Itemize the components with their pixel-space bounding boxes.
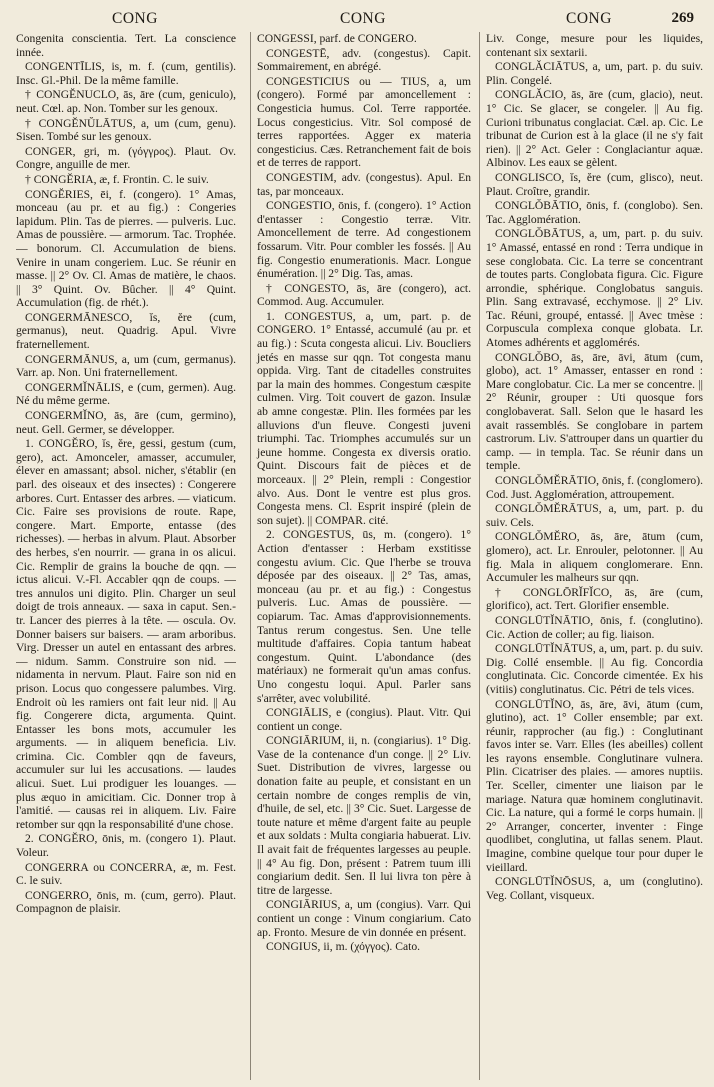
dictionary-entry: CONGLŎMĔRO, ās, āre, ātum (cum, glomero), act. Lr. Enrouler, pelotonner. || Au fig. Mala in aliquem conglomerare. Enn. Accumuler les malheurs sur qqn. xyxy=(486,530,703,585)
dictionary-entry: CONGIĀRIUS, a, um (congius). Varr. Qui contient un conge : Vinum congiarium. Cato ap. Fronto. Mesure de vin donnée en présent. xyxy=(257,898,471,939)
dictionary-entry: 1. CONGESTUS, a, um, part. p. de CONGERO. 1° Entassé, accumulé (au pr. et au fig.) : Scuta congesta alicui. Liv. Boucliers jetés en masse sur qqn. Tot congesta manu oppida. Virg. Tant de citadelles construites par la main des hommes. Congestum cæspite culmen. Virg. Toit couvert de gazon. Insulæ ab amne congestæ. Plin. Iles formées par les alluvions d'un fleuve. Congesti juveni triumphi. Tac. Triomphes accumulés sur un jeune homme. Congesta ex diversis oratio. Quint. Discours fait de pièces et de morceaux. || 2° Plein, rempli : Congestior alvo. Aus. Dont le ventre est plus gros. Congesta mens. Cl. Esprit inspiré (plein de son sujet). || COMPAR. cité. xyxy=(257,309,471,527)
dictionary-entry: CONGĔRIES, ēi, f. (congero). 1° Amas, monceau (au pr. et au fig.) : Congeries lapidum. Plin. Tas de pierres. — pulveris. Luc. Amas de poussière. — armorum. Tac. Trophée. — bonorum. Cl. Accumulation de biens. Venire in unam congeriem. Luc. Se réunir en masse. || 2° Ov. Cl. Amas de matière, le chaos. || 3° Quint. Ov. Bûcher. || 4° Quint. Accumulation (fig. de rhét.). xyxy=(16,187,236,310)
dictionary-entry: CONGENTĪLIS, is, m. f. (cum, gentilis). Insc. Gl.-Phil. De la même famille. xyxy=(16,60,236,87)
dictionary-entry: CONGLŎBĀTIO, ōnis, f. (conglobo). Sen. Tac. Agglomération. xyxy=(486,199,703,226)
center-running-head: CONG xyxy=(340,10,386,27)
left-running-head: CONG xyxy=(112,10,158,27)
dictionary-entry: CONGLĂCIO, ās, āre (cum, glacio), neut. 1° Cic. Se glacer, se congeler. || Au fig. Curioni tribunatus conglaciat. Cæl. ap. Cic. Le tribunat de Curion est à la glace (il ne s'y fait rien). || 2° Act. Geler : Conglaciantur aquæ. Albinov. Les eaux se gèlent. xyxy=(486,88,703,170)
dictionary-entry: CONGERMĀNESCO, ĭs, ĕre (cum, germanus), neut. Quadrig. Apul. Vivre fraternellement. xyxy=(16,310,236,352)
dictionary-entry: CONGLŪTĬNĀTIO, ōnis, f. (conglutino). Cic. Action de coller; au fig. liaison. xyxy=(486,613,703,641)
dictionary-entry: CONGESSI, parf. de CONGERO. xyxy=(257,32,417,45)
dictionary-entry: CONGLŎMĔRĀTUS, a, um, part. p. du suiv. Cels. xyxy=(486,502,703,529)
dictionary-entry: Congenita conscientia. Tert. La conscience innée. xyxy=(16,32,236,59)
dictionary-entry: † CONGESTO, ās, āre (congero), act. Commod. Aug. Accumuler. xyxy=(257,281,471,309)
dictionary-entry: CONGLISCO, ĭs, ĕre (cum, glisco), neut. Plaut. Croître, grandir. xyxy=(486,170,703,198)
dictionary-entry: † CONGLŌRĬFĬCO, ās, āre (cum, glorifico), act. Tert. Glorifier ensemble. xyxy=(486,585,703,613)
dictionary-entry: 2. CONGĔRO, ōnis, m. (congero 1). Plaut. Voleur. xyxy=(16,832,236,860)
dictionary-entry: Liv. Conge, mesure pour les liquides, contenant six sextarii. xyxy=(486,32,703,59)
dictionary-entry: CONGESTĒ, adv. (congestus). Capit. Sommairement, en abrégé. xyxy=(257,46,471,74)
dictionary-entry: † CONGĔNŬLĀTUS, a, um (cum, genu). Sisen. Tombé sur les genoux. xyxy=(16,116,236,144)
column-left xyxy=(16,32,236,1080)
dictionary-entry: CONGERMĀNUS, a, um (cum, germanus). Varr. ap. Non. Uni fraternellement. xyxy=(16,352,236,380)
dictionary-entry: 1. CONGĔRO, ĭs, ĕre, gessi, gestum (cum, gero), act. Amonceler, amasser, accumuler, élever en amassant; absol. nicher, s'établir (en parl. des oiseaux et des insectes) : Congerere arbores. Curt. Entasser des arbres. — viaticum. Cic. Faire ses provisions de route. Rape, congere. Mart. Emporte, entasse (des richesses). — herbas in alvum. Plaut. Absorber des herbes, s'en nourrir. — grana in os alicui. Cic. Remplir de grains la bouche de qqn. — ictus alicui. V.-Fl. Accabler qqn de coups. — tres annulos uni digito. Plin. Charger un seul doigt de trois anneaux. — saxa in caput. Sen.-tr. Lancer des pierres à la tête. — oscula. Ov. Donner baisers sur baisers. — aram arboribus. Virg. Dresser un autel en entassant des arbres. — nidum. Samm. Construire son nid. — nidamenta in nervum. Plaut. Faire son nid en prison. Locus quo congessere palumbes. Virg. Endroit où les ramiers ont fait leur nid. || Au fig. Congerere dicta, argumenta. Quint. Entasser les bons mots, accumuler les arguments. — in aliquem beneficia. Liv. crimina. Cic. Combler qqn de faveurs, accumuler sur lui les accusations. — laudes alicui. Suet. Lui prodiguer les louanges. — plus æquo in amicitiam. Cic. Donner trop à l'amitié. — causas rei in aliquem. Liv. Faire retomber sur qqn la responsabilité d'une chose. xyxy=(16,437,236,831)
dictionary-entry: CONGESTIO, ōnis, f. (congero). 1° Action d'entasser : Congestio terræ. Vitr. Amoncellement de terre. Ad congestionem fossarum. Vitr. Pour combler les fossés. || Au fig. Congestio enumerationis. Macr. Longue énumération. || 2° Dig. Tas, amas. xyxy=(257,199,471,281)
dictionary-entry: CONGER, gri, m. (γόγγρος). Plaut. Ov. Congre, anguille de mer. xyxy=(16,144,236,172)
column-middle xyxy=(250,32,471,1080)
dictionary-entry: CONGIĀRIUM, ii, n. (congiarius). 1° Dig. Vase de la contenance d'un conge. || 2° Liv. Suet. Distribution de vivres, largesse ou donation faite au peuple, et consistant en un certain nombre de conges remplis de vin, d'huile, de sel, etc. || 3° Cic. Suet. Largesse de toute nature et même d'argent faite au peuple et aux soldats : Multa congiaria habuerat. Liv. Il avait fait de fréquentes largesses au peuple. || 4° Au fig. Don, présent : Patrem tuum illi congiarium dedit. Sen. Il lui livra ton père à titre de largesse. xyxy=(257,734,471,897)
dictionary-entry: CONGLŎBO, ās, āre, āvi, ātum (cum, globo), act. 1° Amasser, entasser en rond : Mare conglobatur. Cic. La mer se concentre. || 2° Réunir, grouper : Uti quosque fors conglobaverat. Sall. Selon que le hasard les avait rassemblés. Se conglobare in partem castrorum. Liv. S'attrouper dans un quartier du camp. — in templa. Tac. Se réunir dans un temple. xyxy=(486,350,703,473)
page-number: 269 xyxy=(671,10,694,26)
dictionary-entry: CONGESTICIUS ou — TIUS, a, um (congero). Formé par amoncellement : Congesticia humus. Col. Terre rapportée. Locus congesticius. Vitr. Sol composé de terres rapportées. Agger ex materia congesticius. Cæs. Retranchement fait de bois et de terres de rapport. xyxy=(257,74,471,170)
dictionary-entry: CONGLŪTĬNO, ās, āre, āvi, ātum (cum, glutino), act. 1° Coller ensemble; par ext. réunir, rapprocher (au fig.) : Conglutinant favos inter se. Varr. Elles (les abeilles) collent les rayons ensemble. Conglutinare vulnera. Plin. Cicatriser des plaies. — amores nuptiis. Ter. Sceller, cimenter une liaison par le mariage. Natura quæ hominem conglutinavit. Cic. La nature, qui a formé le corps humain. || 2° Arranger, concerter, inventer : Finge quodlibet, conglutina, ut fallas senem. Plaut. Imagine, combine quelque tour pour duper le vieillard. xyxy=(486,697,703,874)
right-running-head: CONG xyxy=(566,10,612,27)
dictionary-entry: CONGIĀLIS, e (congius). Plaut. Vitr. Qui contient un conge. xyxy=(257,706,471,733)
dictionary-entry: CONGIUS, ii, m. (χόγγος). Cato. xyxy=(266,940,421,954)
dictionary-entry: CONGLŪTĬNĀTUS, a, um, part. p. du suiv. Dig. Collé ensemble. || Au fig. Concordia conglutinata. Cic. Concorde cimentée. Ex his (vitiis) conglutinatus. Cic. Pétri de tels vices. xyxy=(486,642,703,696)
text-columns xyxy=(16,32,702,1080)
dictionary-entry: CONGLŎBĀTUS, a, um, part. p. du suiv. 1° Amassé, entassé en rond : Terra undique in sese conglobata. Cic. La terre se concentrant de toutes parts. Conglobata figura. Cic. Figure arrondie, sphérique. Conglobatus sanguis. Plin. Sang extravasé, ecchymose. || 2° Liv. Tac. Réuni, groupé, entassé. || Avec tmèse : Corpuscula complexa conque globata. Lr. Atomes adhérents et agglomérés. xyxy=(486,227,703,350)
dictionary-entry: CONGERMĬNO, ās, āre (cum, germino), neut. Gell. Germer, se développer. xyxy=(16,409,236,436)
page-header xyxy=(0,10,714,32)
dictionary-entry: † CONGĔNUCLO, ās, āre (cum, geniculo), neut. Cœl. ap. Non. Tomber sur les genoux. xyxy=(16,88,236,115)
dictionary-entry: 2. CONGESTUS, ūs, m. (congero). 1° Action d'entasser : Herbam exstitisse congestu avium. Cic. Que l'herbe se trouva déposée par des oiseaux. || 2° Tas, amas, monceau (au pr. et au fig.) : Congestus pulveris. Luc. Amas de poussière. — copiarum. Tac. Amas d'approvisionnements. Tantus rerum congestus. Sen. Une telle multitude d'affaires. Copia tantum habeat congestum. Quint. L'abondance (des matériaux) ne formerait qu'un amas confus. Uno congestu loqui. Apul. Parler sans s'arrêter, avec volubilité. xyxy=(257,528,471,705)
dictionary-entry: CONGLŪTĬNŌSUS, a, um (conglutino). Veg. Collant, visqueux. xyxy=(486,875,703,902)
dictionary-entry: CONGLĂCIĀTUS, a, um, part. p. du suiv. Plin. Congelé. xyxy=(486,60,703,87)
column-right xyxy=(479,32,703,1080)
dictionary-entry: CONGERRO, ōnis, m. (cum, gerro). Plaut. Compagnon de plaisir. xyxy=(16,888,236,916)
dictionary-entry: CONGERRA ou CONCERRA, æ, m. Fest. C. le suiv. xyxy=(16,860,236,888)
dictionary-entry: † CONGĔRIA, æ, f. Frontin. C. le suiv. xyxy=(25,172,209,186)
dictionary-entry: CONGLŎMĔRĀTIO, ōnis, f. (conglomero). Cod. Just. Agglomération, attroupement. xyxy=(486,474,703,501)
dictionary-entry: CONGERMĬNĀLIS, e (cum, germen). Aug. Né du même germe. xyxy=(16,380,236,408)
dictionary-entry: CONGESTIM, adv. (congestus). Apul. En tas, par monceaux. xyxy=(257,170,471,198)
